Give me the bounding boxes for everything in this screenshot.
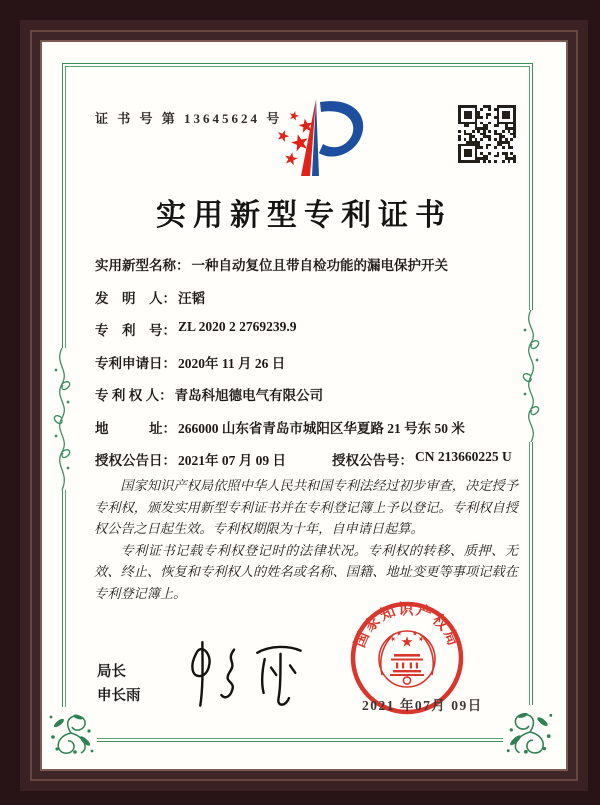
vine-ornament-right bbox=[519, 310, 543, 442]
legal-text bbox=[94, 475, 518, 604]
field-label: 发 明 人： bbox=[95, 290, 176, 306]
field-row-name bbox=[95, 254, 515, 287]
field-row-address bbox=[95, 417, 515, 450]
legal-paragraph-2: 专利证书记载专利权登记时的法律状况。专利权的转移、质押、无效、终止、恢复和专利权人的姓名或名称、国籍、地址变更等事项记载在专利登记簿上。 bbox=[94, 542, 518, 601]
field-label: 专 利 权 人： bbox=[95, 388, 173, 403]
legal-paragraph-1: 国家知识产权局依照中华人民共和国专利法经过初步审查，决定授予专利权，颁发实用新型专利证书并在专利登记簿上予以登记。专利权自授权公告之日起生效。专利权期限为十年，自申请日起算。 bbox=[94, 478, 518, 536]
field-value: 青岛科旭德电气有限公司 bbox=[174, 388, 324, 403]
grant-date-label: 授权公告日： bbox=[95, 453, 176, 468]
field-label: 专 利 号： bbox=[95, 323, 176, 338]
qr-code bbox=[458, 105, 516, 163]
field-label: 地 址： bbox=[95, 420, 176, 436]
cnipa-logo-icon bbox=[261, 96, 373, 182]
field-row-filing-date bbox=[95, 352, 515, 385]
certificate-paper bbox=[42, 42, 566, 769]
field-row-patentee bbox=[95, 384, 515, 417]
vine-ornament-left bbox=[50, 348, 74, 490]
floral-ornament-bottom-right bbox=[503, 705, 557, 759]
director-block bbox=[97, 660, 141, 708]
floral-ornament-bottom-left bbox=[45, 707, 97, 759]
director-title: 局长 bbox=[97, 664, 126, 680]
seal-date: 2021 年07月 09日 bbox=[362, 698, 483, 713]
field-value: ZL 2020 2 2769239.9 bbox=[178, 319, 297, 334]
handwritten-signature bbox=[172, 638, 332, 714]
grant-date-value: 2021年 07 月 09 日 bbox=[178, 453, 286, 468]
field-value: 266000 山东省青岛市城阳区华夏路 21 号东 50 米 bbox=[178, 420, 465, 436]
field-label: 实用新型名称： bbox=[95, 258, 190, 273]
certificate-title: 实用新型专利证书 bbox=[156, 199, 452, 232]
field-value: 汪韬 bbox=[178, 290, 205, 306]
field-label: 专利申请日： bbox=[95, 355, 176, 371]
field-value: 一种自动复位且带自检功能的漏电保护开关 bbox=[191, 258, 448, 273]
field-row-patent-number bbox=[95, 319, 515, 352]
field-row-inventor bbox=[95, 287, 515, 320]
certificate-fields bbox=[95, 254, 515, 482]
field-value: 2020年 11 月 26 日 bbox=[178, 355, 286, 371]
director-name: 申长雨 bbox=[97, 688, 141, 704]
grant-number-value: CN 213660225 U bbox=[415, 449, 512, 464]
grant-number-label: 授权公告号： bbox=[332, 453, 413, 468]
certificate-number: 证 书 号 第 13645624 号 bbox=[95, 111, 283, 126]
seal-text: 国家知识产权局 bbox=[352, 602, 462, 650]
